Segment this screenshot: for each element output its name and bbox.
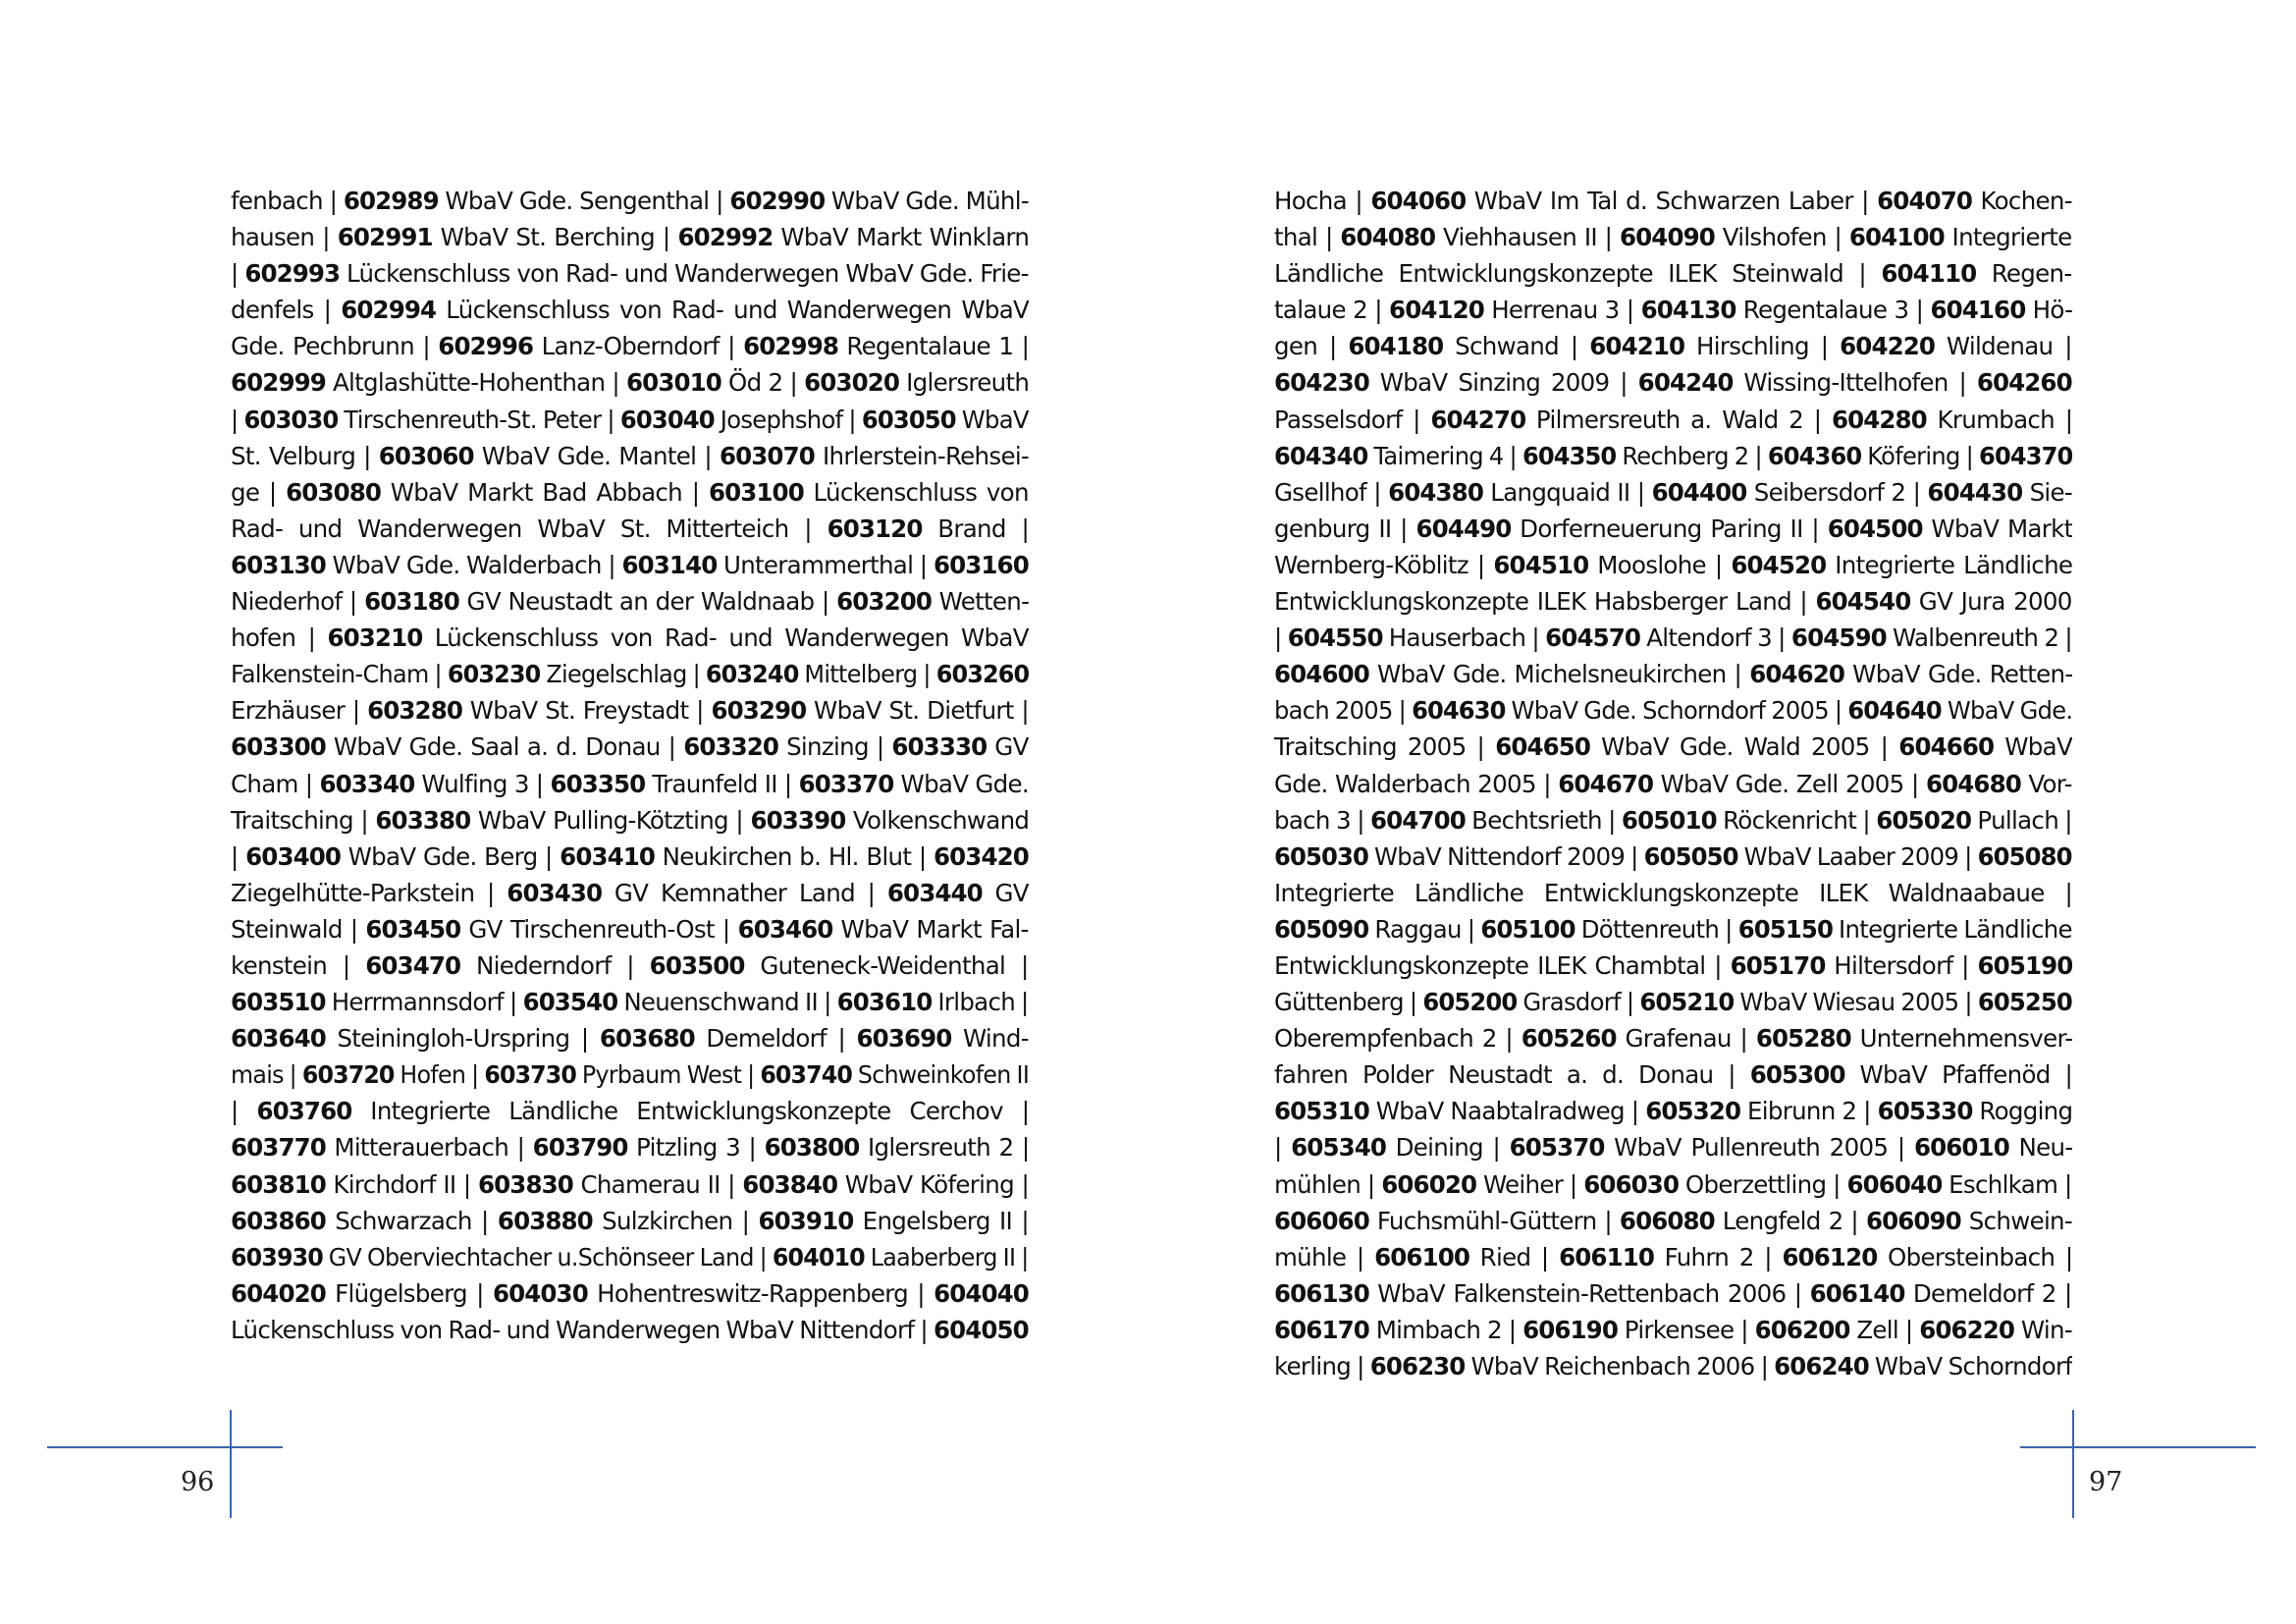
- record-number: 606030: [1583, 1169, 1680, 1199]
- text-line: Gde. Walderbach 2005 | 604670 WbaV Gde. Zell 2005 | 604680 Vor-: [1274, 769, 2072, 798]
- text-line: fahren Polder Neustadt a. d. Donau | 605300 WbaV Pfaffenöd |: [1274, 1060, 2072, 1090]
- record-number: 603740: [760, 1060, 852, 1090]
- record-number: 604210: [1589, 332, 1685, 361]
- record-number: 606090: [1865, 1206, 1961, 1235]
- text-line: thal | 604080 Viehhausen II | 604090 Vilshofen | 604100 Integrierte: [1274, 223, 2072, 252]
- record-number: 603240: [705, 660, 799, 689]
- record-number: 604590: [1790, 623, 1887, 653]
- record-number: 604550: [1287, 623, 1383, 653]
- text-line: bach 2005 | 604630 WbaV Gde. Schorndorf 2005 | 604640 WbaV Gde.: [1274, 696, 2072, 726]
- text-line: 604230 WbaV Sinzing 2009 | 604240 Wissing-Ittelhofen | 604260: [1274, 368, 2072, 398]
- record-number: 603330: [891, 732, 988, 762]
- record-number: 605100: [1480, 914, 1575, 944]
- text-line: | 603760 Integrierte Ländliche Entwicklungskonzepte Cerchov |: [231, 1097, 1029, 1126]
- record-number: 604360: [1767, 441, 1862, 470]
- record-number: 603370: [798, 769, 894, 798]
- record-number: 605210: [1639, 988, 1735, 1017]
- text-line: talaue 2 | 604120 Herrenau 3 | 604130 Regentalaue 3 | 604160 Hö-: [1274, 296, 2072, 325]
- record-number: 603830: [478, 1169, 573, 1199]
- record-number: 603420: [934, 841, 1029, 871]
- record-number: 603800: [764, 1133, 860, 1163]
- record-number: 603320: [683, 732, 779, 762]
- record-number: 603770: [231, 1133, 326, 1163]
- record-number: 603440: [886, 878, 983, 907]
- record-number: 604060: [1370, 187, 1467, 215]
- record-number: 604220: [1840, 332, 1936, 361]
- text-line: fenbach | 602989 WbaV Gde. Sengenthal | 602990 WbaV Gde. Mühl-: [231, 187, 1029, 215]
- text-line: Rad- und Wanderwegen WbaV St. Mitterteich | 603120 Brand |: [231, 514, 1029, 543]
- text-line: Integrierte Ländliche Entwicklungskonzepte ILEK Waldnaabaue |: [1274, 878, 2072, 907]
- text-line: 605030 WbaV Nittendorf 2009 | 605050 WbaV Laaber 2009 | 605080: [1274, 841, 2072, 871]
- record-number: 604130: [1640, 296, 1736, 325]
- record-number: 606200: [1754, 1315, 1850, 1344]
- text-line: 604600 WbaV Gde. Michelsneukirchen | 604620 WbaV Gde. Retten-: [1274, 660, 2072, 689]
- record-number: 605090: [1274, 914, 1369, 944]
- text-line: 603300 WbaV Gde. Saal a. d. Donau | 603320 Sinzing | 603330 GV: [231, 732, 1029, 762]
- record-number: 603260: [935, 660, 1029, 689]
- record-number: 604340: [1274, 441, 1368, 470]
- record-number: 605370: [1509, 1133, 1605, 1163]
- text-line: Lückenschluss von Rad- und Wanderwegen WbaV Nittendorf | 604050: [231, 1315, 1029, 1344]
- text-line: Wernberg-Köblitz | 604510 Mooslohe | 604520 Integrierte Ländliche: [1274, 550, 2072, 579]
- record-number: 602994: [341, 296, 437, 325]
- text-line: 606130 WbaV Falkenstein-Rettenbach 2006 | 606140 Demeldorf 2 |: [1274, 1278, 2072, 1308]
- record-number: 606230: [1369, 1352, 1466, 1380]
- record-number: 603290: [711, 696, 807, 726]
- record-number: 604040: [934, 1278, 1029, 1308]
- text-line: denfels | 602994 Lückenschluss von Rad- und Wanderwegen WbaV: [231, 296, 1029, 325]
- text-line: 605310 WbaV Naabtalradweg | 605320 Eibrunn 2 | 605330 Rogging: [1274, 1097, 2072, 1126]
- record-number: 604120: [1389, 296, 1484, 325]
- record-number: 603200: [836, 587, 933, 617]
- text-line: hofen | 603210 Lückenschluss von Rad- und Wanderwegen WbaV: [231, 623, 1029, 653]
- text-line: Traitsching 2005 | 604650 WbaV Gde. Wald 2005 | 604660 WbaV: [1274, 732, 2072, 762]
- page-number-left: 96: [181, 1467, 215, 1497]
- text-line: 603930 GV Oberviechtacher u.Schönseer Land | 604010 Laaberberg II |: [231, 1242, 1029, 1272]
- text-line: ge | 603080 WbaV Markt Bad Abbach | 603100 Lückenschluss von: [231, 477, 1029, 507]
- text-line: | 603030 Tirschenreuth-St. Peter | 603040 Josephshof | 603050 WbaV: [231, 405, 1029, 434]
- record-number: 603230: [447, 660, 541, 689]
- text-line: kenstein | 603470 Niederndorf | 603500 Guteneck-Weidenthal |: [231, 950, 1029, 980]
- record-number: 603500: [649, 950, 745, 980]
- record-number: 602990: [729, 187, 826, 215]
- record-number: 604020: [231, 1278, 326, 1308]
- record-number: 603690: [856, 1024, 952, 1054]
- record-number: 604080: [1340, 223, 1436, 252]
- text-line: hausen | 602991 WbaV St. Berching | 602992 WbaV Markt Winklarn: [231, 223, 1029, 252]
- record-number: 603840: [742, 1169, 838, 1199]
- text-line: 603860 Schwarzach | 603880 Sulzkirchen | 603910 Engelsberg II |: [231, 1206, 1029, 1235]
- record-number: 603210: [327, 623, 423, 653]
- record-number: 605200: [1422, 988, 1518, 1017]
- record-number: 605260: [1521, 1024, 1617, 1054]
- record-number: 606220: [1919, 1315, 2015, 1344]
- record-number: 604050: [933, 1315, 1029, 1344]
- record-number: 605150: [1737, 914, 1834, 944]
- record-number: 605340: [1291, 1133, 1387, 1163]
- record-number: 605310: [1274, 1097, 1369, 1126]
- record-number: 603730: [484, 1060, 577, 1090]
- record-number: 603340: [319, 769, 415, 798]
- record-number: 603160: [933, 550, 1029, 579]
- record-number: 603540: [522, 988, 618, 1017]
- text-line: mais | 603720 Hofen | 603730 Pyrbaum West | 603740 Schweinkofen II: [231, 1060, 1029, 1090]
- record-number: 603280: [367, 696, 462, 726]
- record-number: 603810: [231, 1169, 326, 1199]
- record-number: 604100: [1848, 223, 1945, 252]
- record-number: 604370: [1979, 441, 2072, 470]
- record-number: 606080: [1619, 1206, 1715, 1235]
- text-line: Passelsdorf | 604270 Pilmersreuth a. Wald 2 | 604280 Krumbach |: [1274, 405, 2072, 434]
- record-number: 603510: [231, 988, 326, 1017]
- record-number: 603610: [836, 988, 933, 1017]
- record-number: 603080: [286, 477, 382, 507]
- record-number: 606060: [1274, 1206, 1369, 1235]
- page-number-right: 97: [2089, 1467, 2123, 1497]
- record-number: 605280: [1755, 1024, 1851, 1054]
- record-number: 604540: [1815, 587, 1911, 617]
- record-number: 604650: [1495, 732, 1591, 762]
- record-number: 604350: [1522, 441, 1617, 470]
- record-number: 605080: [1977, 841, 2072, 871]
- crop-mark-left-horizontal: [47, 1446, 283, 1448]
- record-number: 602991: [337, 223, 433, 252]
- text-line: 603810 Kirchdorf II | 603830 Chamerau II | 603840 WbaV Köfering |: [231, 1169, 1029, 1199]
- record-number: 604010: [772, 1242, 865, 1272]
- record-number: 605020: [1876, 805, 1972, 835]
- record-number: 606170: [1274, 1315, 1369, 1344]
- record-number: 603130: [231, 550, 326, 579]
- text-line: Gsellhof | 604380 Langquaid II | 604400 Seibersdorf 2 | 604430 Sie-: [1274, 477, 2072, 507]
- text-line: Gde. Pechbrunn | 602996 Lanz-Oberndorf | 602998 Regentalaue 1 |: [231, 332, 1029, 361]
- text-line: mühle | 606100 Ried | 606110 Fuhrn 2 | 606120 Obersteinbach |: [1274, 1242, 2072, 1272]
- record-number: 604270: [1430, 405, 1526, 434]
- record-number: 604070: [1877, 187, 1973, 215]
- text-line: St. Velburg | 603060 WbaV Gde. Mantel | 603070 Ihrlerstein-Rehsei-: [231, 441, 1029, 470]
- record-number: 605190: [1977, 950, 2072, 980]
- record-number: 603380: [375, 805, 471, 835]
- record-number: 602999: [231, 368, 326, 398]
- record-number: 604380: [1388, 477, 1483, 507]
- record-number: 606190: [1522, 1315, 1618, 1344]
- record-number: 604630: [1412, 696, 1506, 726]
- left-page-text-column: [231, 183, 1029, 1348]
- record-number: 603450: [365, 914, 461, 944]
- record-number: 603350: [550, 769, 646, 798]
- record-number: 603040: [619, 405, 715, 434]
- record-number: 606140: [1809, 1278, 1905, 1308]
- record-number: 603100: [708, 477, 804, 507]
- record-number: 604490: [1415, 514, 1512, 543]
- text-line: 604020 Flügelsberg | 604030 Hohentreswitz-Rappenberg | 604040: [231, 1278, 1029, 1308]
- record-number: 603860: [231, 1206, 326, 1235]
- text-line: Erzhäuser | 603280 WbaV St. Freystadt | 603290 WbaV St. Dietfurt |: [231, 696, 1029, 726]
- text-line: 603640 Steiningloh-Urspring | 603680 Demeldorf | 603690 Wind-: [231, 1024, 1029, 1054]
- text-line: | 604550 Hauserbach | 604570 Altendorf 3 | 604590 Walbenreuth 2 |: [1274, 623, 2072, 653]
- text-line: 605090 Raggau | 605100 Döttenreuth | 605150 Integrierte Ländliche: [1274, 914, 2072, 944]
- record-number: 603030: [243, 405, 339, 434]
- text-line: | 605340 Deining | 605370 WbaV Pullenreuth 2005 | 606010 Neu-: [1274, 1133, 2072, 1163]
- text-line: Ländliche Entwicklungskonzepte ILEK Steinwald | 604110 Regen-: [1274, 259, 2072, 289]
- record-number: 605250: [1977, 988, 2072, 1017]
- record-number: 604240: [1637, 368, 1734, 398]
- record-number: 604640: [1847, 696, 1942, 726]
- record-number: 606010: [1913, 1133, 2009, 1163]
- record-number: 603300: [231, 732, 326, 762]
- text-line: 606170 Mimbach 2 | 606190 Pirkensee | 606200 Zell | 606220 Win-: [1274, 1315, 2072, 1344]
- text-line: Entwicklungskonzepte ILEK Habsberger Land | 604540 GV Jura 2000: [1274, 587, 2072, 617]
- record-number: 604510: [1493, 550, 1589, 579]
- right-page-text-column: [1274, 183, 2072, 1384]
- text-line: Ziegelhütte-Parkstein | 603430 GV Kemnather Land | 603440 GV: [231, 878, 1029, 907]
- record-number: 605170: [1730, 950, 1826, 980]
- record-number: 603120: [827, 514, 923, 543]
- record-number: 602996: [438, 332, 534, 361]
- record-number: 604660: [1898, 732, 1995, 762]
- text-line: Güttenberg | 605200 Grasdorf | 605210 WbaV Wiesau 2005 | 605250: [1274, 988, 2072, 1017]
- record-number: 603680: [599, 1024, 695, 1054]
- record-number: 604680: [1925, 769, 2021, 798]
- record-number: 603060: [378, 441, 474, 470]
- record-number: 603460: [737, 914, 833, 944]
- record-number: 604600: [1274, 660, 1369, 689]
- text-line: Cham | 603340 Wulfing 3 | 603350 Traunfeld II | 603370 WbaV Gde.: [231, 769, 1029, 798]
- record-number: 604430: [1927, 477, 2023, 507]
- record-number: 604280: [1831, 405, 1927, 434]
- text-line: Entwicklungskonzepte ILEK Chambtal | 605170 Hiltersdorf | 605190: [1274, 950, 2072, 980]
- record-number: 606130: [1274, 1278, 1369, 1308]
- text-line: Steinwald | 603450 GV Tirschenreuth-Ost | 603460 WbaV Markt Fal-: [231, 914, 1029, 944]
- record-number: 603390: [750, 805, 846, 835]
- record-number: 602992: [677, 223, 774, 252]
- text-line: 602999 Altglashütte-Hohenthan | 603010 Öd 2 | 603020 Iglersreuth: [231, 368, 1029, 398]
- text-line: | 602993 Lückenschluss von Rad- und Wanderwegen WbaV Gde. Frie-: [231, 259, 1029, 289]
- record-number: 605330: [1877, 1097, 1973, 1126]
- record-number: 606240: [1774, 1352, 1869, 1380]
- record-number: 603020: [804, 368, 900, 398]
- record-number: 603180: [364, 587, 459, 617]
- record-number: 605320: [1645, 1097, 1741, 1126]
- record-number: 602998: [743, 332, 838, 361]
- text-line: genburg II | 604490 Dorferneuerung Paring II | 604500 WbaV Markt: [1274, 514, 2072, 543]
- record-number: 606110: [1559, 1242, 1655, 1272]
- record-number: 603910: [758, 1206, 854, 1235]
- record-number: 603470: [365, 950, 461, 980]
- record-number: 603010: [626, 368, 721, 398]
- record-number: 606120: [1782, 1242, 1878, 1272]
- record-number: 606100: [1374, 1242, 1470, 1272]
- record-number: 603050: [861, 405, 956, 434]
- text-line: 603130 WbaV Gde. Walderbach | 603140 Unterammerthal | 603160: [231, 550, 1029, 579]
- record-number: 604670: [1558, 769, 1654, 798]
- record-number: 604500: [1827, 514, 1923, 543]
- text-line: Hocha | 604060 WbaV Im Tal d. Schwarzen Laber | 604070 Kochen-: [1274, 187, 2072, 215]
- crop-mark-right-vertical: [2072, 1410, 2074, 1518]
- record-number: 603070: [719, 441, 815, 470]
- text-line: Traitsching | 603380 WbaV Pulling-Kötzting | 603390 Volkenschwand: [231, 805, 1029, 835]
- record-number: 605300: [1749, 1060, 1845, 1090]
- text-line: mühlen | 606020 Weiher | 606030 Oberzettling | 606040 Eschlkam |: [1274, 1169, 2072, 1199]
- record-number: 604160: [1930, 296, 2026, 325]
- text-line: | 603400 WbaV Gde. Berg | 603410 Neukirchen b. Hl. Blut | 603420: [231, 841, 1029, 871]
- record-number: 604110: [1881, 259, 1977, 289]
- record-number: 603880: [497, 1206, 593, 1235]
- record-number: 604520: [1731, 550, 1827, 579]
- record-number: 606020: [1381, 1169, 1477, 1199]
- record-number: 603930: [231, 1242, 323, 1272]
- text-line: Falkenstein-Cham | 603230 Ziegelschlag | 603240 Mittelberg | 603260: [231, 660, 1029, 689]
- text-line: Niederhof | 603180 GV Neustadt an der Waldnaab | 603200 Wetten-: [231, 587, 1029, 617]
- record-number: 604230: [1274, 368, 1369, 398]
- record-number: 604260: [1976, 368, 2072, 398]
- record-number: 604400: [1651, 477, 1747, 507]
- text-line: Oberempfenbach 2 | 605260 Grafenau | 605280 Unternehmensver-: [1274, 1024, 2072, 1054]
- record-number: 603430: [507, 878, 603, 907]
- record-number: 604620: [1749, 660, 1845, 689]
- record-number: 604700: [1370, 805, 1466, 835]
- record-number: 603400: [245, 841, 342, 871]
- text-line: 603510 Herrmannsdorf | 603540 Neuenschwand II | 603610 Irlbach |: [231, 988, 1029, 1017]
- record-number: 603790: [532, 1133, 628, 1163]
- record-number: 602989: [343, 187, 439, 215]
- text-line: 603770 Mitterauerbach | 603790 Pitzling 3 | 603800 Iglersreuth 2 |: [231, 1133, 1029, 1163]
- record-number: 605010: [1621, 805, 1717, 835]
- text-line: gen | 604180 Schwand | 604210 Hirschling | 604220 Wildenau |: [1274, 332, 2072, 361]
- record-number: 604030: [492, 1278, 588, 1308]
- record-number: 603410: [560, 841, 656, 871]
- record-number: 606040: [1846, 1169, 1943, 1199]
- record-number: 603760: [256, 1097, 352, 1126]
- crop-mark-left-vertical: [230, 1410, 232, 1518]
- text-line: kerling | 606230 WbaV Reichenbach 2006 | 606240 WbaV Schorndorf: [1274, 1352, 2072, 1380]
- record-number: 605050: [1643, 841, 1738, 871]
- text-line: bach 3 | 604700 Bechtsrieth | 605010 Röckenricht | 605020 Pullach |: [1274, 805, 2072, 835]
- record-number: 605030: [1274, 841, 1368, 871]
- text-line: 604340 Taimering 4 | 604350 Rechberg 2 | 604360 Köfering | 604370: [1274, 441, 2072, 470]
- record-number: 602993: [244, 259, 341, 289]
- text-line: 606060 Fuchsmühl-Güttern | 606080 Lengfeld 2 | 606090 Schwein-: [1274, 1206, 2072, 1235]
- record-number: 603140: [621, 550, 718, 579]
- record-number: 603720: [301, 1060, 395, 1090]
- crop-mark-right-horizontal: [2020, 1446, 2256, 1448]
- record-number: 604090: [1620, 223, 1715, 252]
- record-number: 604570: [1545, 623, 1641, 653]
- record-number: 604180: [1348, 332, 1444, 361]
- record-number: 603640: [231, 1024, 326, 1054]
